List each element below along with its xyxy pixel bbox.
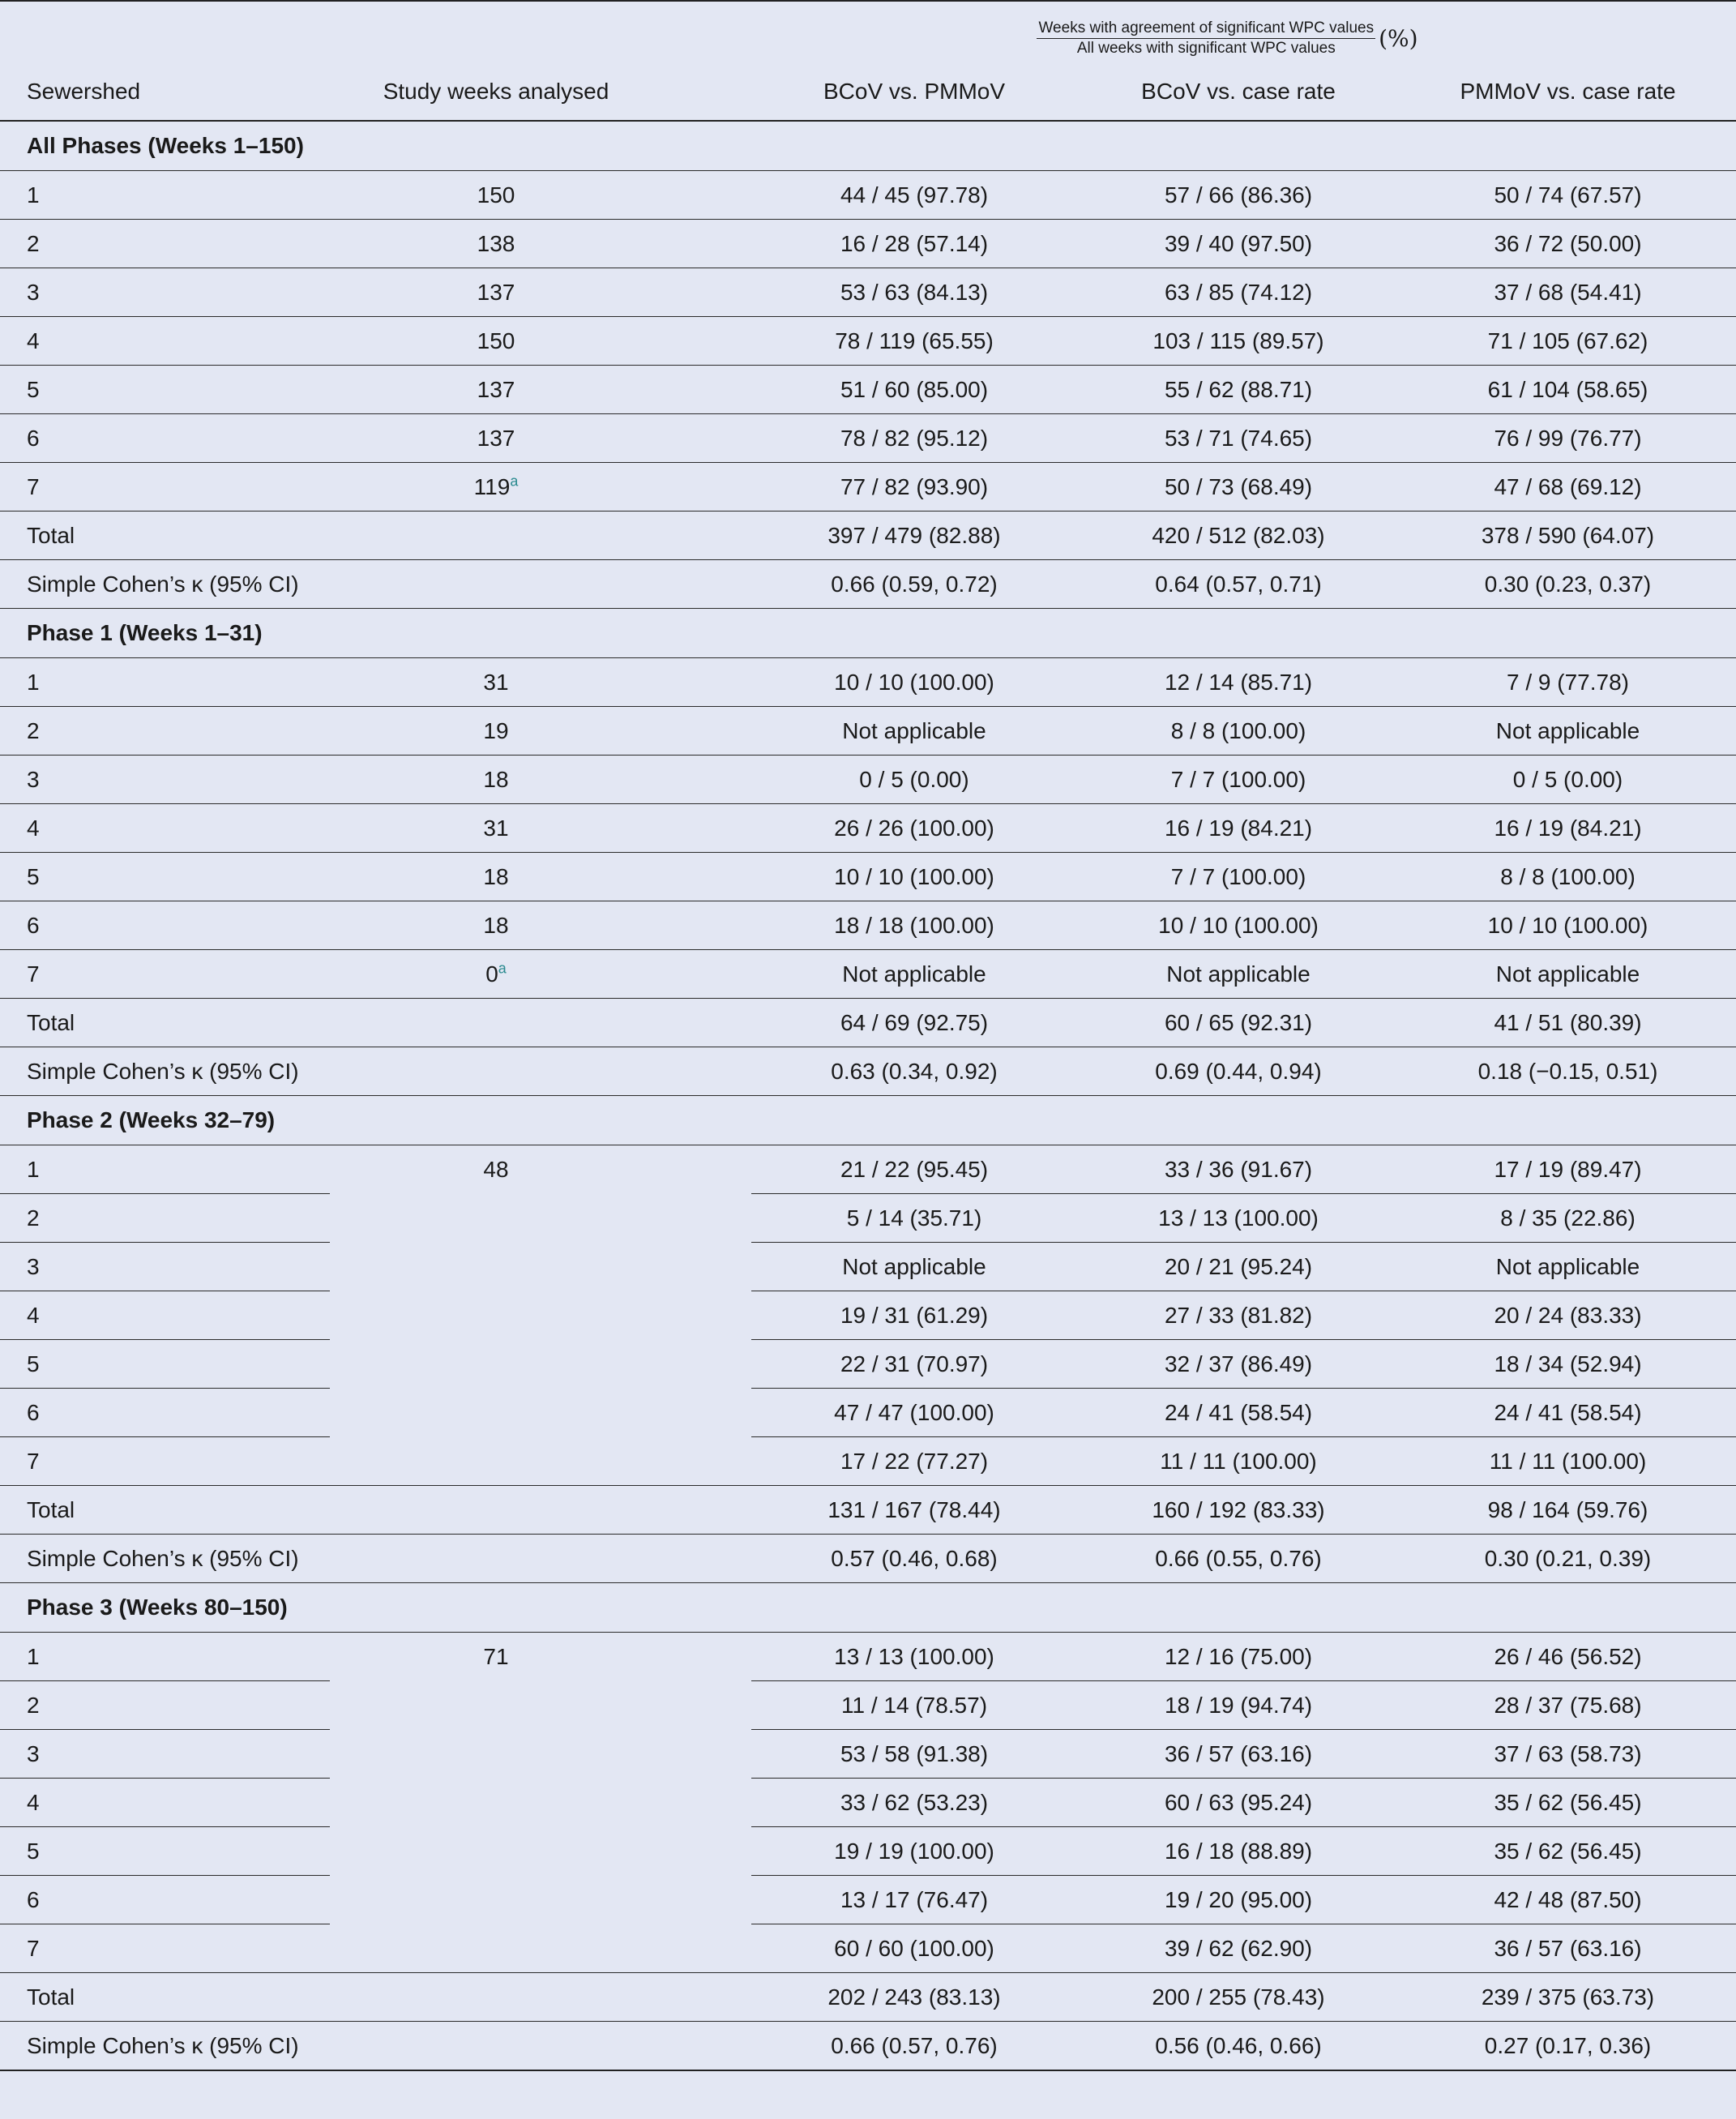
table-row	[0, 1681, 1736, 1730]
sewershed-cell: 3	[0, 756, 330, 804]
table-row	[0, 804, 1736, 853]
study-weeks-cell: 71	[330, 1633, 751, 1973]
pmmov-case-cell: 47 / 68 (69.12)	[1400, 463, 1736, 512]
pmmov-case-cell: 0 / 5 (0.00)	[1400, 756, 1736, 804]
sewershed-cell: 5	[0, 1340, 330, 1389]
table-row	[0, 853, 1736, 901]
sewershed-cell: 2	[0, 1194, 330, 1243]
column-header-study-weeks: Study weeks analysed	[330, 62, 751, 121]
bcov-pmmov-cell: 10 / 10 (100.00)	[751, 658, 1077, 707]
study-weeks-value: 31	[483, 815, 509, 841]
pmmov-case-cell: 76 / 99 (76.77)	[1400, 414, 1736, 463]
bcov-pmmov-cell: 0.63 (0.34, 0.92)	[751, 1047, 1077, 1096]
study-weeks-value: 31	[483, 669, 509, 695]
study-weeks-cell	[330, 950, 751, 999]
kappa-label: Simple Cohen’s κ (95% CI)	[0, 560, 751, 609]
study-weeks-cell	[330, 901, 751, 950]
table-row	[0, 950, 1736, 999]
study-weeks-cell	[330, 268, 751, 317]
bcov-pmmov-cell: Not applicable	[751, 1243, 1077, 1291]
table-row	[0, 1730, 1736, 1779]
table-row	[0, 1194, 1736, 1243]
bcov-pmmov-cell: 22 / 31 (70.97)	[751, 1340, 1077, 1389]
bcov-pmmov-cell: 0.66 (0.59, 0.72)	[751, 560, 1077, 609]
pmmov-case-cell: 10 / 10 (100.00)	[1400, 901, 1736, 950]
pmmov-case-cell: 37 / 68 (54.41)	[1400, 268, 1736, 317]
fraction-header	[751, 1, 1736, 62]
study-weeks-value: 18	[483, 766, 509, 792]
kappa-label: Simple Cohen’s κ (95% CI)	[0, 2022, 751, 2071]
bcov-case-cell: 12 / 16 (75.00)	[1077, 1633, 1400, 1681]
sewershed-cell: 2	[0, 1681, 330, 1730]
table-row	[0, 1389, 1736, 1437]
table-row	[0, 1291, 1736, 1340]
pmmov-case-cell: 26 / 46 (56.52)	[1400, 1633, 1736, 1681]
pmmov-case-cell: 8 / 35 (22.86)	[1400, 1194, 1736, 1243]
bcov-case-cell: 7 / 7 (100.00)	[1077, 853, 1400, 901]
bcov-case-cell: 0.64 (0.57, 0.71)	[1077, 560, 1400, 609]
sewershed-cell: 3	[0, 1243, 330, 1291]
bcov-pmmov-cell: 44 / 45 (97.78)	[751, 171, 1077, 220]
bcov-pmmov-cell: 19 / 31 (61.29)	[751, 1291, 1077, 1340]
bcov-pmmov-cell: Not applicable	[751, 707, 1077, 756]
pmmov-case-cell: 98 / 164 (59.76)	[1400, 1486, 1736, 1535]
total-label: Total	[0, 1973, 751, 2022]
table-header	[0, 1, 1736, 121]
sewershed-cell: 6	[0, 1389, 330, 1437]
sewershed-cell: 6	[0, 1876, 330, 1924]
pmmov-case-cell: 18 / 34 (52.94)	[1400, 1340, 1736, 1389]
bcov-pmmov-cell: 47 / 47 (100.00)	[751, 1389, 1077, 1437]
study-weeks-value: 0	[485, 961, 498, 987]
bcov-pmmov-cell: 202 / 243 (83.13)	[751, 1973, 1077, 2022]
sewershed-cell: 5	[0, 853, 330, 901]
total-row	[0, 1486, 1736, 1535]
bcov-case-cell: 7 / 7 (100.00)	[1077, 756, 1400, 804]
bcov-case-cell: 13 / 13 (100.00)	[1077, 1194, 1400, 1243]
pmmov-case-cell: 50 / 74 (67.57)	[1400, 171, 1736, 220]
bcov-case-cell: 39 / 40 (97.50)	[1077, 220, 1400, 268]
bcov-case-cell: 12 / 14 (85.71)	[1077, 658, 1400, 707]
section-title: Phase 1 (Weeks 1–31)	[0, 609, 1736, 658]
pmmov-case-cell: 17 / 19 (89.47)	[1400, 1145, 1736, 1194]
pmmov-case-cell: Not applicable	[1400, 1243, 1736, 1291]
bcov-pmmov-cell: 0 / 5 (0.00)	[751, 756, 1077, 804]
bcov-case-cell: 39 / 62 (62.90)	[1077, 1924, 1400, 1973]
bcov-case-cell: 32 / 37 (86.49)	[1077, 1340, 1400, 1389]
bcov-pmmov-cell: 13 / 13 (100.00)	[751, 1633, 1077, 1681]
bcov-pmmov-cell: 131 / 167 (78.44)	[751, 1486, 1077, 1535]
section-row	[0, 1583, 1736, 1633]
sewershed-cell: 1	[0, 658, 330, 707]
pmmov-case-cell: 16 / 19 (84.21)	[1400, 804, 1736, 853]
bcov-pmmov-cell: 397 / 479 (82.88)	[751, 512, 1077, 560]
section-title: All Phases (Weeks 1–150)	[0, 121, 1736, 171]
study-weeks-cell	[330, 707, 751, 756]
pmmov-case-cell: 35 / 62 (56.45)	[1400, 1827, 1736, 1876]
sewershed-cell: 7	[0, 950, 330, 999]
bcov-case-cell: 60 / 63 (95.24)	[1077, 1779, 1400, 1827]
study-weeks-value: 137	[477, 376, 515, 402]
study-weeks-value: 138	[477, 230, 515, 256]
bcov-case-cell: 103 / 115 (89.57)	[1077, 317, 1400, 366]
table-row	[0, 1876, 1736, 1924]
bcov-case-cell: 57 / 66 (86.36)	[1077, 171, 1400, 220]
fraction-suffix: (%)	[1379, 25, 1418, 52]
sewershed-cell: 4	[0, 1779, 330, 1827]
bcov-pmmov-cell: 51 / 60 (85.00)	[751, 366, 1077, 414]
total-row	[0, 1973, 1736, 2022]
column-header-pmmov-case: PMMoV vs. case rate	[1400, 62, 1736, 121]
total-label: Total	[0, 512, 751, 560]
total-row	[0, 512, 1736, 560]
table-row	[0, 268, 1736, 317]
bcov-case-cell: 160 / 192 (83.33)	[1077, 1486, 1400, 1535]
kappa-label: Simple Cohen’s κ (95% CI)	[0, 1047, 751, 1096]
bcov-case-cell: 50 / 73 (68.49)	[1077, 463, 1400, 512]
bcov-pmmov-cell: 18 / 18 (100.00)	[751, 901, 1077, 950]
table-row	[0, 901, 1736, 950]
bcov-case-cell: 0.69 (0.44, 0.94)	[1077, 1047, 1400, 1096]
bcov-case-cell: 18 / 19 (94.74)	[1077, 1681, 1400, 1730]
table-row	[0, 1924, 1736, 1973]
pmmov-case-cell: 20 / 24 (83.33)	[1400, 1291, 1736, 1340]
pmmov-case-cell: 378 / 590 (64.07)	[1400, 512, 1736, 560]
total-label: Total	[0, 1486, 751, 1535]
study-weeks-cell: 48	[330, 1145, 751, 1486]
pmmov-case-cell: 61 / 104 (58.65)	[1400, 366, 1736, 414]
bcov-case-cell: 36 / 57 (63.16)	[1077, 1730, 1400, 1779]
table-row	[0, 220, 1736, 268]
bcov-pmmov-cell: 19 / 19 (100.00)	[751, 1827, 1077, 1876]
pmmov-case-cell: 42 / 48 (87.50)	[1400, 1876, 1736, 1924]
table-row	[0, 317, 1736, 366]
study-weeks-cell	[330, 756, 751, 804]
table-row	[0, 1827, 1736, 1876]
bcov-pmmov-cell: 77 / 82 (93.90)	[751, 463, 1077, 512]
bcov-case-cell: 16 / 18 (88.89)	[1077, 1827, 1400, 1876]
header-fraction	[1037, 19, 1375, 58]
table-row	[0, 1145, 1736, 1194]
table-row	[0, 171, 1736, 220]
sewershed-cell: 4	[0, 804, 330, 853]
bcov-pmmov-cell: 17 / 22 (77.27)	[751, 1437, 1077, 1486]
pmmov-case-cell: Not applicable	[1400, 707, 1736, 756]
sewershed-cell: 7	[0, 1437, 330, 1486]
study-weeks-cell	[330, 658, 751, 707]
pmmov-case-cell: 35 / 62 (56.45)	[1400, 1779, 1736, 1827]
study-weeks-value: 119	[473, 473, 511, 499]
bcov-case-cell: 8 / 8 (100.00)	[1077, 707, 1400, 756]
bcov-pmmov-cell: 10 / 10 (100.00)	[751, 853, 1077, 901]
study-weeks-cell	[330, 463, 751, 512]
table-row	[0, 463, 1736, 512]
pmmov-case-cell: 7 / 9 (77.78)	[1400, 658, 1736, 707]
pmmov-case-cell: 0.30 (0.21, 0.39)	[1400, 1535, 1736, 1583]
pmmov-case-cell: 41 / 51 (80.39)	[1400, 999, 1736, 1047]
bcov-pmmov-cell: 16 / 28 (57.14)	[751, 220, 1077, 268]
bcov-case-cell: 16 / 19 (84.21)	[1077, 804, 1400, 853]
bcov-case-cell: 0.56 (0.46, 0.66)	[1077, 2022, 1400, 2071]
sewershed-cell: 6	[0, 901, 330, 950]
pmmov-case-cell: 71 / 105 (67.62)	[1400, 317, 1736, 366]
kappa-row	[0, 1047, 1736, 1096]
table-row	[0, 756, 1736, 804]
bcov-case-cell: 24 / 41 (58.54)	[1077, 1389, 1400, 1437]
bcov-case-cell: 11 / 11 (100.00)	[1077, 1437, 1400, 1486]
sewershed-cell: 1	[0, 1633, 330, 1681]
pmmov-case-cell: 8 / 8 (100.00)	[1400, 853, 1736, 901]
sewershed-cell: 2	[0, 707, 330, 756]
column-header-bcov-case: BCoV vs. case rate	[1077, 62, 1400, 121]
bcov-case-cell: Not applicable	[1077, 950, 1400, 999]
sewershed-cell: 3	[0, 1730, 330, 1779]
kappa-row	[0, 1535, 1736, 1583]
bcov-pmmov-cell: 5 / 14 (35.71)	[751, 1194, 1077, 1243]
bcov-pmmov-cell: 53 / 63 (84.13)	[751, 268, 1077, 317]
bcov-case-cell: 0.66 (0.55, 0.76)	[1077, 1535, 1400, 1583]
sewershed-cell: 7	[0, 463, 330, 512]
bcov-case-cell: 63 / 85 (74.12)	[1077, 268, 1400, 317]
table-row	[0, 1779, 1736, 1827]
table-row	[0, 658, 1736, 707]
footnote-marker: a	[498, 960, 507, 977]
table-body	[0, 121, 1736, 2070]
sewershed-cell: 5	[0, 1827, 330, 1876]
kappa-row	[0, 560, 1736, 609]
pmmov-case-cell: 36 / 57 (63.16)	[1400, 1924, 1736, 1973]
section-row	[0, 1096, 1736, 1145]
study-weeks-value: 18	[483, 863, 509, 889]
bcov-case-cell: 60 / 65 (92.31)	[1077, 999, 1400, 1047]
bcov-case-cell: 420 / 512 (82.03)	[1077, 512, 1400, 560]
pmmov-case-cell: 0.27 (0.17, 0.36)	[1400, 2022, 1736, 2071]
study-weeks-value: 137	[477, 425, 515, 451]
study-weeks-value: 150	[477, 182, 515, 208]
study-weeks-cell	[330, 853, 751, 901]
column-header-bcov-pmmov: BCoV vs. PMMoV	[751, 62, 1077, 121]
bcov-pmmov-cell: 64 / 69 (92.75)	[751, 999, 1077, 1047]
study-weeks-cell	[330, 366, 751, 414]
section-row	[0, 121, 1736, 171]
sewershed-cell: 2	[0, 220, 330, 268]
sewershed-cell: 6	[0, 414, 330, 463]
sewershed-cell: 7	[0, 1924, 330, 1973]
bcov-pmmov-cell: 60 / 60 (100.00)	[751, 1924, 1077, 1973]
pmmov-case-cell: 239 / 375 (63.73)	[1400, 1973, 1736, 2022]
bcov-pmmov-cell: 33 / 62 (53.23)	[751, 1779, 1077, 1827]
study-weeks-cell	[330, 804, 751, 853]
bcov-pmmov-cell: 78 / 119 (65.55)	[751, 317, 1077, 366]
study-weeks-cell	[330, 171, 751, 220]
bcov-case-cell: 19 / 20 (95.00)	[1077, 1876, 1400, 1924]
study-weeks-value: 18	[483, 912, 509, 938]
footnote-marker: a	[510, 473, 519, 490]
sewershed-cell: 4	[0, 1291, 330, 1340]
pmmov-case-cell: 11 / 11 (100.00)	[1400, 1437, 1736, 1486]
bcov-pmmov-cell: 21 / 22 (95.45)	[751, 1145, 1077, 1194]
study-weeks-cell	[330, 414, 751, 463]
pmmov-case-cell: 0.30 (0.23, 0.37)	[1400, 560, 1736, 609]
kappa-label: Simple Cohen’s κ (95% CI)	[0, 1535, 751, 1583]
study-weeks-value: 19	[483, 717, 509, 743]
section-title: Phase 2 (Weeks 32–79)	[0, 1096, 1736, 1145]
bcov-pmmov-cell: Not applicable	[751, 950, 1077, 999]
bcov-case-cell: 200 / 255 (78.43)	[1077, 1973, 1400, 2022]
bcov-case-cell: 20 / 21 (95.24)	[1077, 1243, 1400, 1291]
study-weeks-value: 137	[477, 279, 515, 305]
bcov-pmmov-cell: 11 / 14 (78.57)	[751, 1681, 1077, 1730]
sewershed-cell: 5	[0, 366, 330, 414]
bcov-pmmov-cell: 0.66 (0.57, 0.76)	[751, 2022, 1077, 2071]
table-row	[0, 1437, 1736, 1486]
bcov-case-cell: 10 / 10 (100.00)	[1077, 901, 1400, 950]
bcov-pmmov-cell: 26 / 26 (100.00)	[751, 804, 1077, 853]
table-row	[0, 707, 1736, 756]
fraction-numerator: Weeks with agreement of significant WPC values	[1037, 19, 1375, 39]
kappa-row	[0, 2022, 1736, 2071]
table-row	[0, 1340, 1736, 1389]
column-header-sewershed: Sewershed	[0, 62, 330, 121]
total-row	[0, 999, 1736, 1047]
section-title: Phase 3 (Weeks 80–150)	[0, 1583, 1736, 1633]
study-weeks-cell	[330, 317, 751, 366]
bcov-pmmov-cell: 0.57 (0.46, 0.68)	[751, 1535, 1077, 1583]
total-label: Total	[0, 999, 751, 1047]
table-row	[0, 1243, 1736, 1291]
fraction-denominator: All weeks with significant WPC values	[1076, 40, 1336, 57]
table-row	[0, 1633, 1736, 1681]
bcov-case-cell: 55 / 62 (88.71)	[1077, 366, 1400, 414]
sewershed-cell: 1	[0, 171, 330, 220]
bcov-pmmov-cell: 53 / 58 (91.38)	[751, 1730, 1077, 1779]
table-row	[0, 414, 1736, 463]
section-row	[0, 609, 1736, 658]
sewershed-cell: 3	[0, 268, 330, 317]
sewershed-cell: 4	[0, 317, 330, 366]
bcov-case-cell: 33 / 36 (91.67)	[1077, 1145, 1400, 1194]
bcov-pmmov-cell: 13 / 17 (76.47)	[751, 1876, 1077, 1924]
bcov-case-cell: 27 / 33 (81.82)	[1077, 1291, 1400, 1340]
table-row	[0, 366, 1736, 414]
sewershed-cell: 1	[0, 1145, 330, 1194]
pmmov-case-cell: Not applicable	[1400, 950, 1736, 999]
pmmov-case-cell: 0.18 (−0.15, 0.51)	[1400, 1047, 1736, 1096]
pmmov-case-cell: 28 / 37 (75.68)	[1400, 1681, 1736, 1730]
study-weeks-value: 150	[477, 327, 515, 353]
pmmov-case-cell: 37 / 63 (58.73)	[1400, 1730, 1736, 1779]
bcov-pmmov-cell: 78 / 82 (95.12)	[751, 414, 1077, 463]
pmmov-case-cell: 36 / 72 (50.00)	[1400, 220, 1736, 268]
study-weeks-cell	[330, 220, 751, 268]
pmmov-case-cell: 24 / 41 (58.54)	[1400, 1389, 1736, 1437]
bcov-case-cell: 53 / 71 (74.65)	[1077, 414, 1400, 463]
